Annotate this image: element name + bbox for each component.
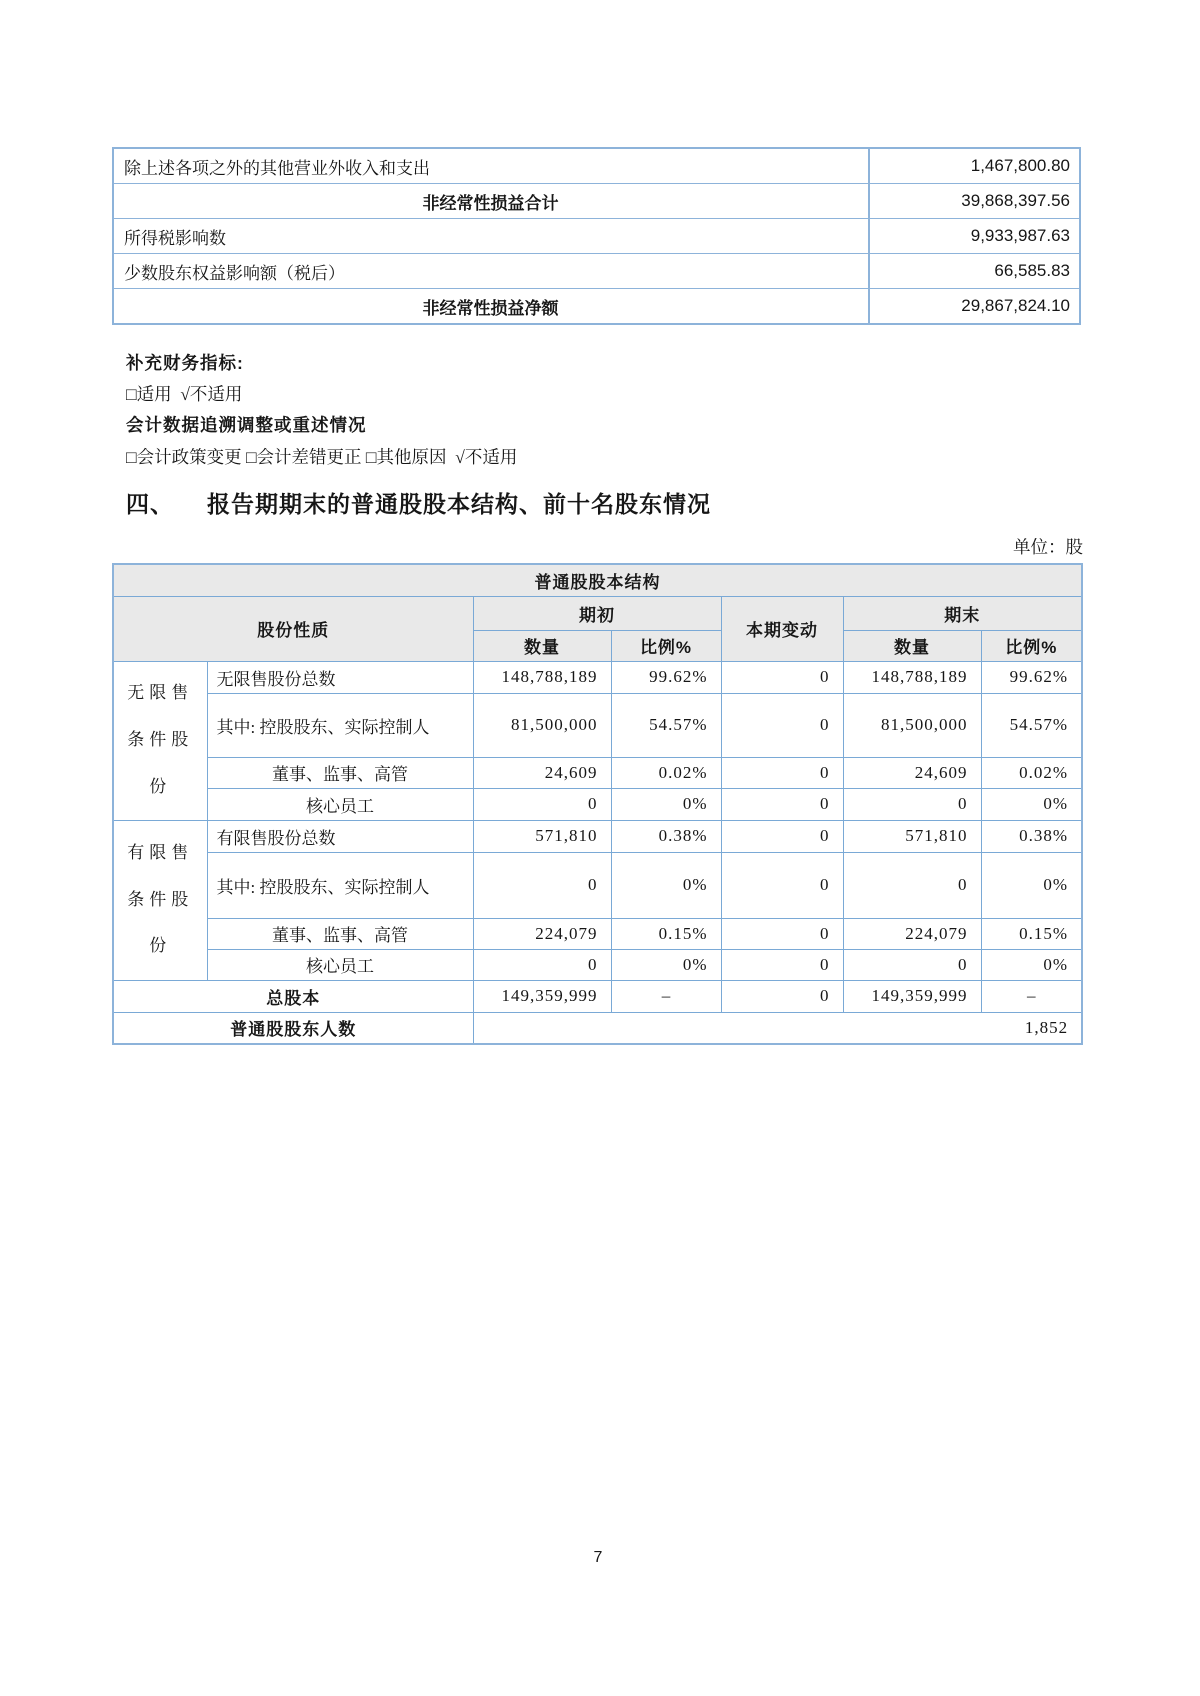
row-label: 核心员工 (207, 949, 473, 980)
cell-begin-pct: 0.38% (611, 820, 721, 852)
cell-change: 0 (721, 757, 843, 788)
cell-begin-pct: 0.15% (611, 918, 721, 949)
cell-begin-qty: 0 (473, 852, 611, 918)
supplement-applicability-line: □适用 √不适用 (126, 384, 243, 404)
total-row (113, 980, 1082, 1012)
cell-begin-qty: 149,359,999 (473, 980, 611, 1012)
section-heading (126, 486, 711, 519)
table-row (113, 693, 1082, 757)
row-value: 9,933,987.63 (869, 219, 1080, 254)
cell-begin-pct: 0% (611, 949, 721, 980)
row-label: 有限售股份总数 (207, 820, 473, 852)
row-label: 所得税影响数 (113, 219, 869, 254)
col-header-change: 本期变动 (721, 596, 843, 661)
cell-end-pct: 54.57% (981, 693, 1082, 757)
table-row (113, 757, 1082, 788)
cell-begin-pct: 54.57% (611, 693, 721, 757)
cell-end-pct: – (981, 980, 1082, 1012)
header-row (113, 596, 1082, 630)
table-row (113, 918, 1082, 949)
cell-end-qty: 224,079 (843, 918, 981, 949)
table-row (113, 289, 1080, 325)
cell-begin-pct: 0% (611, 788, 721, 820)
holders-row (113, 1012, 1082, 1044)
row-label: 其中: 控股股东、实际控制人 (207, 852, 473, 918)
table-row (113, 254, 1080, 289)
table-row (113, 219, 1080, 254)
total-label: 总股本 (113, 980, 473, 1012)
row-label: 除上述各项之外的其他营业外收入和支出 (113, 148, 869, 184)
col-header-pct: 比例% (611, 630, 721, 661)
col-header-qty: 数量 (843, 630, 981, 661)
col-header-end: 期末 (843, 596, 1082, 630)
cell-change: 0 (721, 980, 843, 1012)
table-row (113, 949, 1082, 980)
cell-end-pct: 0.38% (981, 820, 1082, 852)
holders-label: 普通股股东人数 (113, 1012, 473, 1044)
cell-begin-pct: – (611, 980, 721, 1012)
cell-begin-pct: 0.02% (611, 757, 721, 788)
cell-end-qty: 149,359,999 (843, 980, 981, 1012)
row-label: 核心员工 (207, 788, 473, 820)
cell-end-pct: 0.02% (981, 757, 1082, 788)
section-title: 报告期期末的普通股股本结构、前十名股东情况 (207, 491, 711, 517)
row-label: 少数股东权益影响额（税后） (113, 254, 869, 289)
share-structure-table (112, 563, 1083, 1045)
cell-begin-qty: 24,609 (473, 757, 611, 788)
cell-change: 0 (721, 918, 843, 949)
cell-change: 0 (721, 852, 843, 918)
restatement-title: 会计数据追溯调整或重述情况 (126, 415, 367, 435)
cell-end-pct: 99.62% (981, 661, 1082, 693)
table-row (113, 852, 1082, 918)
cell-change: 0 (721, 949, 843, 980)
table-row (113, 788, 1082, 820)
cell-end-pct: 0.15% (981, 918, 1082, 949)
cell-begin-pct: 99.62% (611, 661, 721, 693)
row-value: 39,868,397.56 (869, 184, 1080, 219)
cell-begin-qty: 224,079 (473, 918, 611, 949)
cell-end-qty: 571,810 (843, 820, 981, 852)
row-value: 29,867,824.10 (869, 289, 1080, 325)
cell-begin-qty: 0 (473, 949, 611, 980)
cell-end-qty: 24,609 (843, 757, 981, 788)
cell-end-qty: 0 (843, 852, 981, 918)
col-header-nature: 股份性质 (113, 596, 473, 661)
row-value: 1,467,800.80 (869, 148, 1080, 184)
nonrecurring-items-table (112, 147, 1081, 325)
row-label: 董事、监事、高管 (207, 757, 473, 788)
col-header-qty: 数量 (473, 630, 611, 661)
cell-change: 0 (721, 820, 843, 852)
cell-end-pct: 0% (981, 788, 1082, 820)
row-label: 董事、监事、高管 (207, 918, 473, 949)
cell-change: 0 (721, 693, 843, 757)
row-label: 非经常性损益合计 (113, 184, 869, 219)
cell-end-qty: 0 (843, 788, 981, 820)
table-row (113, 661, 1082, 693)
supplement-indicators-title: 补充财务指标: (126, 353, 244, 373)
group-label: 有限售条件股份 (113, 820, 207, 980)
table-row (113, 184, 1080, 219)
cell-begin-qty: 81,500,000 (473, 693, 611, 757)
cell-begin-qty: 0 (473, 788, 611, 820)
cell-end-pct: 0% (981, 949, 1082, 980)
row-label: 其中: 控股股东、实际控制人 (207, 693, 473, 757)
cell-change: 0 (721, 661, 843, 693)
cell-end-qty: 81,500,000 (843, 693, 981, 757)
cell-end-pct: 0% (981, 852, 1082, 918)
col-header-pct: 比例% (981, 630, 1082, 661)
unit-label: 单位：股 (1013, 537, 1083, 557)
cell-begin-qty: 148,788,189 (473, 661, 611, 693)
holders-count: 1,852 (473, 1012, 1082, 1044)
table-title: 普通股股本结构 (113, 564, 1082, 596)
section-number: 四、 (126, 491, 174, 517)
table-row (113, 820, 1082, 852)
cell-end-qty: 148,788,189 (843, 661, 981, 693)
table-title-row (113, 564, 1082, 596)
cell-change: 0 (721, 788, 843, 820)
page-number: 7 (593, 1549, 603, 1566)
cell-end-qty: 0 (843, 949, 981, 980)
row-label: 无限售股份总数 (207, 661, 473, 693)
col-header-begin: 期初 (473, 596, 721, 630)
table-row (113, 148, 1080, 184)
group-label: 无限售条件股份 (113, 661, 207, 820)
restatement-options-line: □会计政策变更 □会计差错更正 □其他原因 √不适用 (126, 447, 518, 467)
row-value: 66,585.83 (869, 254, 1080, 289)
row-label: 非经常性损益净额 (113, 289, 869, 325)
cell-begin-pct: 0% (611, 852, 721, 918)
cell-begin-qty: 571,810 (473, 820, 611, 852)
